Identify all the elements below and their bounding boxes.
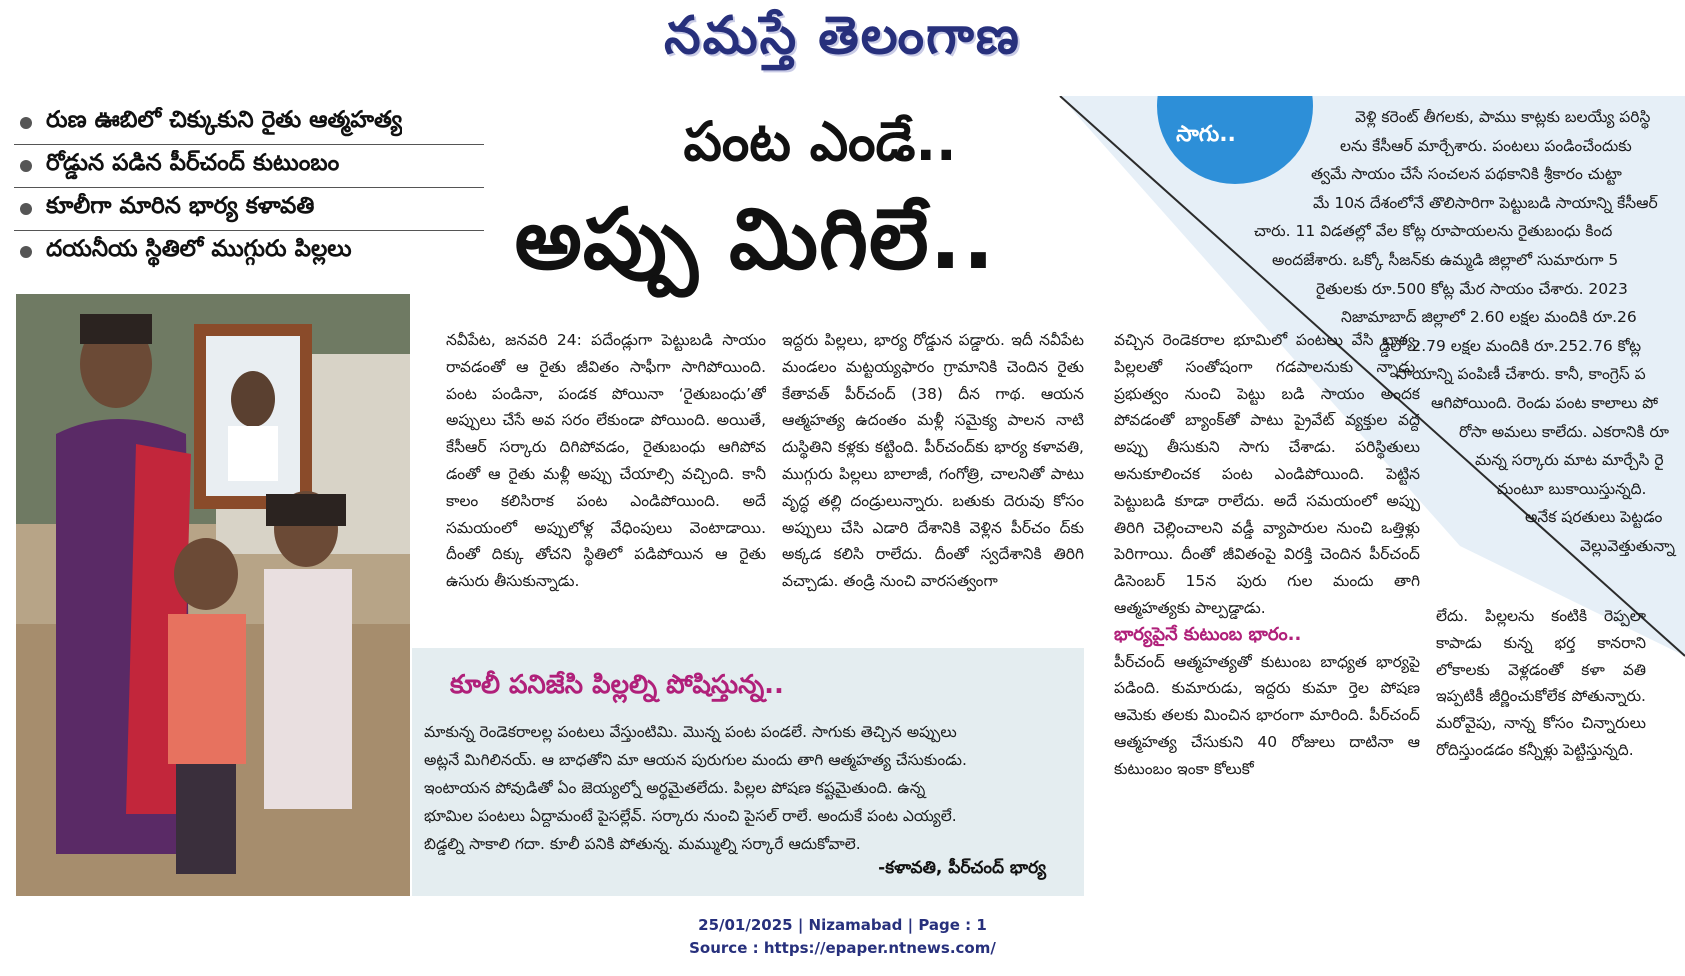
article-paragraph: నవీపేట, జనవరి 24: పదేండ్లుగా పెట్టుబడి సాయం రావడంతో ఆ రైతు జీవితం సాఫీగా సాగిపోయింది. పంట పండినా, పండక పోయినా ‘రైతుబంధు’తో అప్పులు చేసే అవ సరం లేకుండా పోయింది. అయితే, కేసీఆర్ సర్కారు దిగిపోవడం, రైతుబంధు ఆగిపోవ డంతో ఆ రైతు మళ్లీ అప్పు చేయాల్సి వచ్చింది. కానీ కాలం కలిసిరాక పంట ఎండిపోయింది. అదే సమయంలో అప్పులోళ్ల వేధింపులు వెంటాడాయి. దీంతో దిక్కు తోచని స్థితిలో పడిపోయిన ఆ రైతు ఉసురు తీసుకున్నాడు.	[446, 331, 766, 591]
article-column-3	[1114, 327, 1420, 870]
news-photo	[16, 294, 410, 896]
page-footer	[0, 914, 1685, 960]
bullet-text: రోడ్డున పడిన పీర్‌చంద్ కుటుంబం	[46, 150, 340, 176]
article-column-4	[1436, 603, 1646, 883]
panel-line: అనేక షరతులు పెట్టడం	[1525, 508, 1663, 527]
bullet-dot-icon	[20, 160, 32, 172]
newspaper-masthead: నమస్తే తెలంగాణ	[664, 6, 1021, 66]
summary-bullet-list	[14, 102, 484, 273]
bullet-item	[14, 188, 484, 231]
article-paragraph: పీర్‌చంద్ ఆత్మహత్యతో కుటుంబ బాధ్యత భార్యపై పడింది. కుమారుడు, ఇద్దరు కుమా ర్తెల పోషణ ఆమెకు తలకు మించిన భారంగా మారింది. పీర్‌చంద్ ఆత్మహత్య చేసుకుని 40 రోజులు దాటినా ఆ కుటుంబం ఇంకా కోలుకో	[1114, 652, 1420, 778]
section-subheading: భార్యపైనే కుటుంబ భారం..	[1114, 623, 1302, 645]
article-column-1	[446, 327, 766, 633]
quote-title: కూలీ పనిజేసి పిల్లల్ని పోషిస్తున్న..	[450, 670, 784, 700]
article-paragraph: వచ్చిన రెండెకరాల భూమిలో పంటలు వేసి భార్య, పిల్లలతో సంతోషంగా గడపాలనుకు న్నాడు. ప్రభుత్వం నుంచి పెట్టు బడి సాయం అందక పోవడంతో బ్యాంక్‌తో పాటు ప్రైవేట్ వ్యక్తుల వద్ద అప్పు తీసుకుని సాగు చేశాడు. పరిస్థితులు అనుకూలించక పంట ఎండిపోయింది. పెట్టిన పెట్టుబడి కూడా రాలేదు. అదే సమయంలో అప్పు తిరిగి చెల్లించాలని వడ్డీ వ్యాపారుల నుంచి ఒత్తిళ్లు పెరిగాయి. దీంతో జీవితంపై విరక్తి చెందిన పీర్‌చంద్ డిసెంబర్ 15న పురు గుల మందు తాగి ఆత్మహత్యకు పాల్పడ్డాడు.	[1114, 331, 1420, 617]
panel-line: ఆగిపోయింది. రెండు పంట కాలాలు పో	[1431, 393, 1659, 412]
quote-line: ఇంటాయన పోవుడితో ఏం జెయ్యల్నో అర్థమైతలేదు. పిల్లల పోషణ కష్టమైతుంది. ఉన్న	[424, 779, 926, 797]
panel-line: లను కేసీఆర్ మార్చేశారు. పంటలు పండించేందుకు	[1340, 136, 1632, 155]
panel-line: డ్డిలో 2.79 లక్షల మందికి రూ.252.76 కోట్ల	[1379, 336, 1642, 355]
quote-line: అట్లనే మిగిలినయ్. ఆ బాధతోని మా ఆయన పురుగుల మందు తాగి ఆత్మహత్య చేసుకుండు.	[424, 751, 967, 769]
article-column-2	[782, 327, 1084, 633]
article-paragraph: లేదు. పిల్లలను కంటికి రెప్పలా కాపాడు కున్న భర్త కానరాని లోకాలకు వెళ్లడంతో కళా వతి ఇప్పటికీ జీర్ణించుకోలేక పోతున్నారు. మరోవైపు, నాన్న కోసం చిన్నారులు రోదిస్తుండడం కన్నీళ్లు పెట్టిస్తున్నది.	[1436, 607, 1646, 759]
bullet-text: రుణ ఊబిలో చిక్కుకుని రైతు ఆత్మహత్య	[46, 107, 403, 133]
bullet-dot-icon	[20, 203, 32, 215]
footer-source-link[interactable]: Source : https://epaper.ntnews.com/	[689, 939, 996, 957]
panel-badge: సాగు..	[1176, 122, 1236, 147]
panel-line: త్వమే సాయం చేసే సంచలన పథకానికి శ్రీకారం చుట్టా	[1311, 165, 1622, 184]
bullet-dot-icon	[20, 246, 32, 258]
panel-line: మే 10న దేశంలోనే తొలిసారిగా పెట్టుబడి సాయాన్ని కేసీఆర్	[1313, 193, 1658, 212]
footer-date-edition: 25/01/2025 | Nizamabad | Page : 1	[698, 916, 987, 934]
panel-line: మన్న సర్కారు మాట మార్చేసి రై	[1475, 451, 1664, 470]
quote-line: భూమిల పంటలు ఏద్దామంటే పైసల్లేవ్. సర్కారు నుంచి పైసల్ రాలే. అందుకే పంట ఎయ్యలే.	[424, 807, 957, 825]
bullet-item	[14, 231, 484, 273]
headline-line-1: పంట ఎండే..	[683, 110, 957, 173]
panel-line: రోసా అమలు కాలేదు. ఎకరానికి రూ	[1459, 422, 1670, 441]
bullet-text: దయనీయ స్థితిలో ముగ్గురు పిల్లలు	[46, 236, 352, 262]
bullet-dot-icon	[20, 117, 32, 129]
article-paragraph: ఇద్దరు పిల్లలు, భార్య రోడ్డున పడ్డారు. ఇదీ నవీపేట మండలం మట్టయ్యఫారం గ్రామానికి చెందిన రైతు కేతావత్ పీర్‌చంద్ (38) దీన గాథ. ఆయన ఆత్మహత్య ఉదంతం మళ్లీ సమైక్య పాలన నాటి దుస్థితిని కళ్లకు కట్టింది. పీర్‌చంద్‌కు భార్య కళావతి, ముగ్గురు పిల్లలు బాలాజీ, గంగోత్రి, చాలనితో పాటు వృద్ధ తల్లి దండ్రులున్నారు. బతుకు దెరువు కోసం అప్పులు చేసి ఎడారి దేశానికి వెళ్లిన పీర్‌చం ద్‌కు అక్కడ కలిసి రాలేదు. దీంతో స్వదేశానికి తిరిగి వచ్చాడు. తండ్రి నుంచి వారసత్వంగా	[782, 331, 1084, 591]
bullet-text: కూలీగా మారిన భార్య కళావతి	[46, 193, 315, 219]
quote-body	[424, 718, 1070, 858]
panel-line: అందజేశారు. ఒక్కో సీజన్‌కు ఉమ్మడి జిల్లాలో సుమారుగా 5	[1272, 250, 1619, 269]
headline-line-2: అప్పు మిగిలే..	[514, 190, 996, 288]
panel-line: సాయాన్ని పంపిణీ చేశారు. కానీ, కాంగ్రెస్ ప	[1396, 365, 1646, 384]
panel-line: చారు. 11 విడతల్లో వేల కోట్ల రూపాయలను రైతుబంధు కింద	[1254, 222, 1613, 241]
panel-line: నిజామాబాద్ జిల్లాలో 2.60 లక్షల మందికి రూ.26	[1341, 308, 1637, 327]
panel-line: రైతులకు రూ.500 కోట్ల మేర సాయం చేశారు. 2023	[1316, 279, 1628, 298]
quote-line: బిడ్డల్ని సాకాలి గదా. కూలీ పనికి పోతున్న. మమ్ముల్ని సర్కారే ఆదుకోవాలె.	[424, 835, 861, 853]
bullet-item	[14, 102, 484, 145]
panel-line: మంటూ బుకాయిస్తున్నది.	[1497, 479, 1647, 498]
quote-signature: -కళావతి, పీర్‌చంద్ భార్య	[878, 858, 1046, 878]
bullet-item	[14, 145, 484, 188]
panel-line: వెల్లువెత్తుతున్నా	[1580, 536, 1676, 555]
panel-line: వెళ్లి కరెంట్ తీగలకు, పాము కాట్లకు బలయ్యే పరిస్థి	[1355, 108, 1651, 126]
quote-line: మాకున్న రెండెకరాలల్ల పంటలు వేస్తుంటిమి. మొన్న పంట పండలే. సాగుకు తెచ్చిన అప్పులు	[424, 723, 957, 741]
